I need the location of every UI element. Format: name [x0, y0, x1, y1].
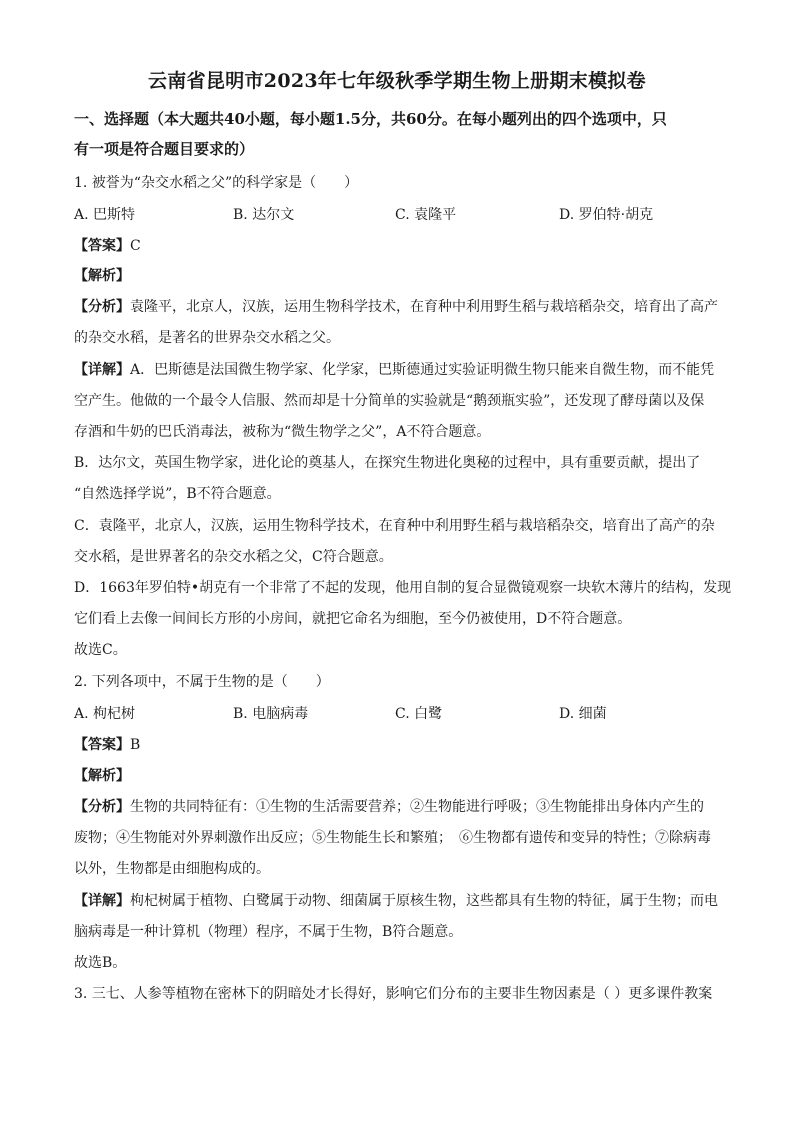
q2-analysis-tag	[74, 765, 734, 785]
analysis-tag: 【解析】	[74, 268, 130, 284]
answer-tag: 【答案】	[74, 238, 130, 254]
fenxi-text: 袁隆平，北京人，汉族，运用生物科学技术，在育种中利用野生稻与栽培稻杂交，培育出了高产	[130, 299, 718, 315]
question-1-stem: 1. 被誉为“杂交水稻之父”的科学家是（ ）	[74, 175, 359, 191]
page-title: 云南省昆明市2023年七年级秋季学期生物上册期末模拟卷	[148, 70, 646, 92]
section-heading-line-2: 有一项是符合题目要求的）	[74, 140, 255, 158]
xiangjie-tag: 【详解】	[74, 893, 130, 909]
answer-value: B	[130, 737, 141, 753]
q1-answer	[74, 235, 734, 255]
q1-option-c: C. 袁隆平	[395, 207, 457, 223]
q2-option-d: D. 细菌	[559, 706, 607, 722]
q1-option-a: A. 巴斯特	[74, 207, 136, 223]
q2-xiangjie-line-1	[74, 890, 734, 910]
answer-value: C	[130, 238, 141, 254]
q1-option-d: D. 罗伯特·胡克	[559, 207, 654, 223]
fenxi-tag: 【分析】	[74, 299, 130, 315]
fenxi-text: 生物的共同特征有：①生物的生活需要营养；②生物能进行呼吸；③生物能排出身体内产生的	[130, 799, 704, 815]
q2-option-a: A. 枸杞树	[74, 706, 136, 722]
q2-answer	[74, 734, 734, 754]
q1-c-line-1: C．袁隆平，北京人，汉族，运用生物科学技术，在育种中利用野生稻与栽培稻杂交，培育出了高产的杂	[74, 518, 715, 534]
q1-fenxi-line-1	[74, 296, 734, 316]
q2-option-b: B. 电脑病毒	[233, 706, 309, 722]
q1-b-line-2: “自然选择学说”，B不符合题意。	[74, 486, 281, 502]
q1-xiangjie-line-1	[74, 359, 734, 379]
q1-b-line-1: B．达尔文，英国生物学家，进化论的奠基人，在探究生物进化奥秘的过程中，具有重要贡献，提出了	[74, 455, 701, 471]
q1-c-line-2: 交水稻，是世界著名的杂交水稻之父，C符合题意。	[74, 549, 393, 565]
xiangjie-tag: 【详解】	[74, 362, 130, 378]
question-3-stem: 3. 三七、人参等植物在密林下的阴暗处才长得好，影响它们分布的主要非生物因素是（ ）更多课件教案	[74, 986, 713, 1002]
q2-fenxi-line-1	[74, 796, 734, 816]
q1-option-b: B. 达尔文	[233, 207, 295, 223]
q1-a-line-2: 空产生。他做的一个最令人信服、然而却是十分简单的实验就是“鹅颈瓶实验”，还发现了酵母菌以及保	[74, 393, 705, 409]
q1-d-line-2: 它们看上去像一间间长方形的小房间，就把它命名为细胞，至今仍被使用，D不符合题意。	[74, 611, 632, 627]
question-2-stem: 2. 下列各项中，不属于生物的是（ ）	[74, 674, 330, 690]
analysis-tag: 【解析】	[74, 768, 130, 784]
q1-a-line-3: 存酒和牛奶的巴氏消毒法，被称为“微生物学之父”，A不符合题意。	[74, 424, 491, 440]
q2-fenxi-line-2: 废物；④生物能对外界刺激作出反应；⑤生物能生长和繁殖； ⑥生物都有遗传和变异的特性；⑦除病毒	[74, 830, 711, 846]
q1-fenxi-line-2: 的杂交水稻，是著名的世界杂交水稻之父。	[74, 330, 340, 346]
xiangjie-text: 枸杞树属于植物、白鹭属于动物、细菌属于原核生物，这些都具有生物的特征，属于生物；而电	[130, 893, 718, 909]
answer-tag: 【答案】	[74, 737, 130, 753]
fenxi-tag: 【分析】	[74, 799, 130, 815]
q1-analysis-tag	[74, 265, 734, 285]
q2-option-c: C. 白鹭	[395, 706, 443, 722]
q2-fenxi-line-3: 以外，生物都是由细胞构成的。	[74, 861, 270, 877]
q1-conclusion: 故选C。	[74, 642, 127, 658]
q2-xiangjie-line-2: 脑病毒是一种计算机（物理）程序，不属于生物，B符合题意。	[74, 924, 463, 940]
q1-d-line-1: D．1663年罗伯特•胡克有一个非常了不起的发现，他用自制的复合显微镜观察一块软木薄片的结构，发现	[74, 580, 732, 596]
section-heading-line-1: 一、选择题（本大题共40小题，每小题1.5分，共60分。在每小题列出的四个选项中，只	[74, 110, 667, 128]
xiangjie-text: A．巴斯德是法国微生物学家、化学家，巴斯德通过实验证明微生物只能来自微生物，而不能凭	[130, 362, 715, 378]
q2-conclusion: 故选B。	[74, 955, 127, 971]
